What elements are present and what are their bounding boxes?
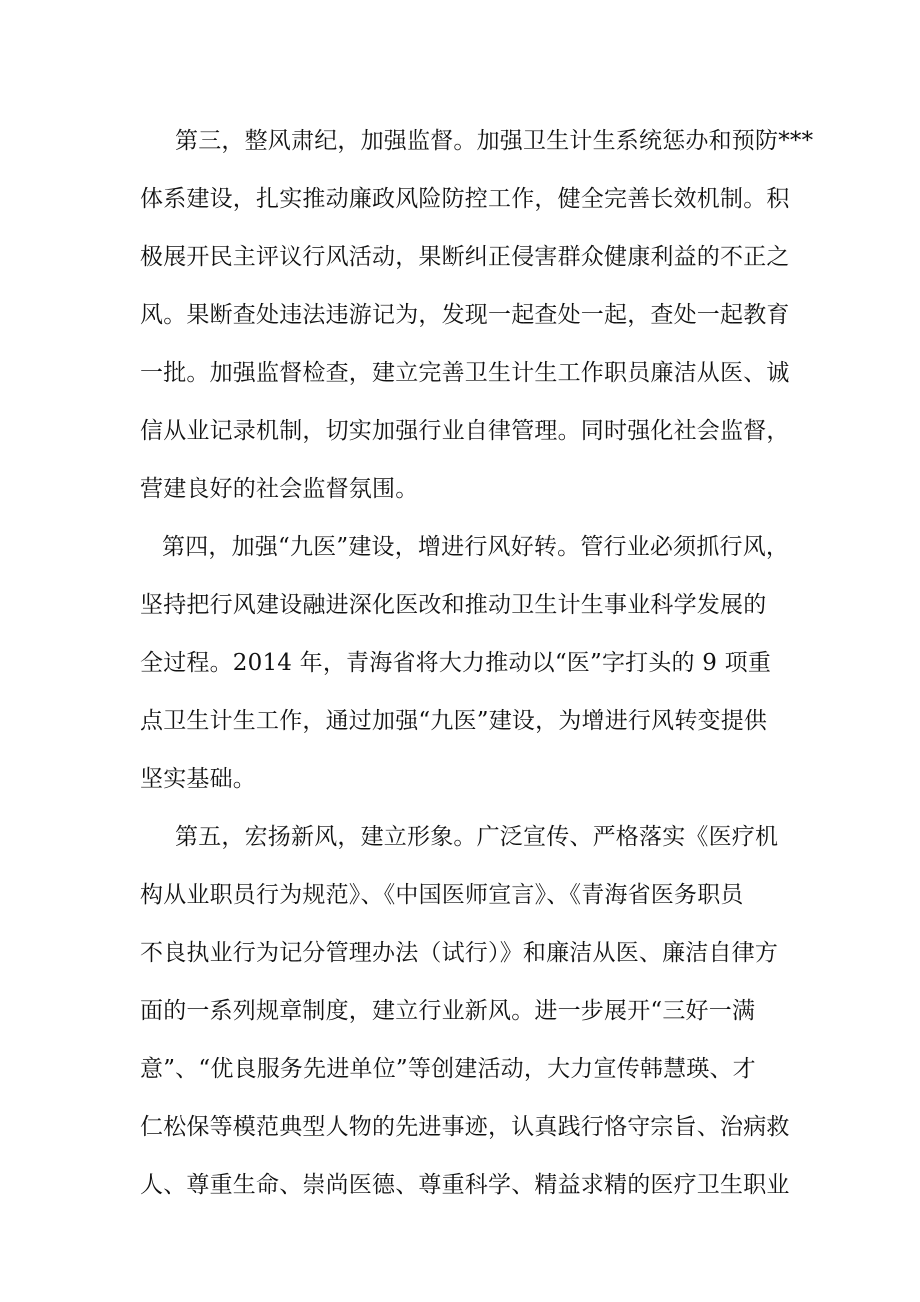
paragraph-line: 体系建设，扎实推动廉政风险防控工作，健全完善长效机制。积 bbox=[140, 186, 790, 212]
paragraph-line: 意”、“优良服务先进单位”等创建活动，大力宣传韩慧瑛、才 bbox=[140, 1056, 756, 1082]
paragraph-line: 一批。加强监督检查，建立完善卫生计生工作职员廉洁从医、诚 bbox=[140, 360, 790, 386]
paragraph-line: 坚持把行风建设融进深化医改和推动卫生计生事业科学发展的 bbox=[140, 592, 767, 618]
paragraph-line: 第四，加强“九医”建设，增进行风好转。管行业必须抓行风， bbox=[162, 534, 790, 560]
paragraph-line: 第五，宏扬新风，建立形象。广泛宣传、严格落实《医疗机 bbox=[175, 824, 779, 850]
paragraph-line: 信从业记录机制，切实加强行业自律管理。同时强化社会监督， bbox=[140, 418, 790, 444]
paragraph-line: 人、尊重生命、崇尚医德、尊重科学、精益求精的医疗卫生职业 bbox=[140, 1172, 790, 1198]
paragraph-line: 营建良好的社会监督氛围。 bbox=[140, 476, 419, 502]
paragraph-line: 全过程。2014 年，青海省将大力推动以“医”字打头的 9 项重 bbox=[140, 650, 772, 676]
paragraph-line: 面的一系列规章制度，建立行业新风。进一步展开“三好一满 bbox=[140, 998, 756, 1024]
paragraph-line: 极展开民主评议行风活动，果断纠正侵害群众健康利益的不正之 bbox=[140, 244, 790, 270]
paragraph-line: 点卫生计生工作，通过加强“九医”建设，为增进行风转变提供 bbox=[140, 708, 768, 734]
paragraph-line: 风。果断查处违法违游记为，发现一起查处一起，查处一起教育 bbox=[140, 302, 790, 328]
paragraph-line: 仁松保等模范典型人物的先进事迹，认真践行恪守宗旨、治病救 bbox=[140, 1114, 790, 1140]
paragraph-line: 坚实基础。 bbox=[140, 766, 256, 792]
paragraph-line: 第三，整风肃纪，加强监督。加强卫生计生系统惩办和预防*** bbox=[175, 128, 814, 154]
paragraph-line: 构从业职员行为规范》、《中国医师宣言》、《青海省医务职员 bbox=[140, 882, 744, 908]
paragraph-line: 不良执业行为记分管理办法（试行）》和廉洁从医、廉洁自律方 bbox=[140, 940, 779, 966]
